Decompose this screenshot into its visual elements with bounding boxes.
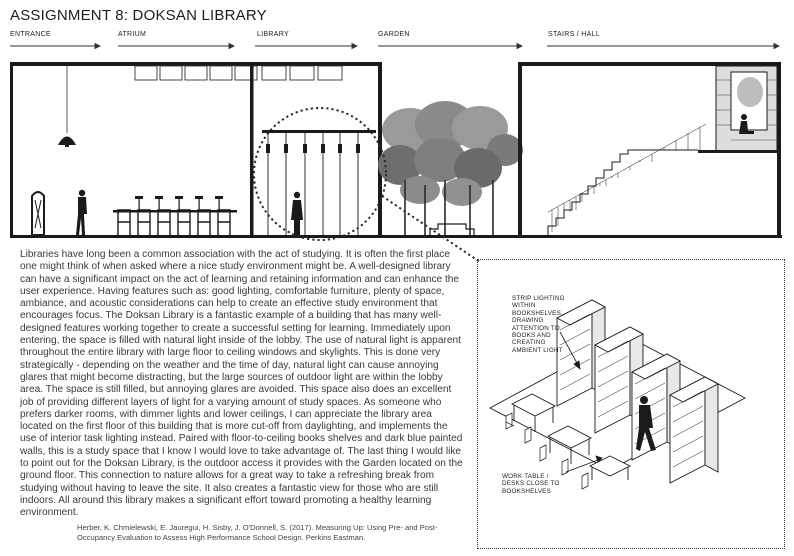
person-standing-icon [291, 192, 303, 235]
zone-arrows [10, 44, 779, 49]
zone-label-stairs-hall: STAIRS / HALL [548, 31, 601, 38]
skylights [135, 66, 342, 80]
citation: Herber, K. Chmielewski, E. Jauregui, H. Sisby, J. O'Donnell, S. (2017). Measuring Up: Using Pre- and Post- Occupancy Evaluation to Assess High Performance School Design. Perkins Eastman. [77, 523, 438, 542]
callout-circle [254, 108, 386, 240]
zone-label-atrium: ATRIUM [118, 31, 147, 38]
stair-railing [548, 124, 706, 232]
pendant-lamp-icon [58, 66, 76, 147]
zone-label-entrance: ENTRANCE [10, 31, 51, 38]
ground-line [10, 235, 782, 238]
building-left [10, 62, 382, 237]
essay-body-text: Libraries have long been a common association with the act of studying. It is often the first place one might think of when asked where a nice study environment might be. A well-designed library can have a significant impact on the act of learning and retaining information and can enhance the user experience. Having features such as: good lighting, comfortable furniture, plenty of space, ambiance, and acoustic considerations can help to create an effective study environment that encourages focus. The Doksan Library is a fantastic example of a building that has many well-designed features working together to create a successful setting for learning. Immediately upon entering, the space is filled with natural light inside of the lobby. The use of natural light is apparent throughout the entire library with large floor to ceiling windows and skylights. This is done very strategically - depending on the weather and the time of day, natural light can cause annoying glares that might become distracting, but the large sources of outdoor light are within the lobby area. The space is still filled, but annoying glares are avoided. This space also does an excellent job of providing different layers of light for a varying amount of study spaces. As someone who prefers darker rooms, with dimmer lights and lower ceilings, I can appreciate the library area located on the first floor of this building that is more cut-off from daylighting, and implements the use of interior task lighting instead. Paired with floor-to-ceiling books shelves and dark blue painted walls, this is a study space that I know I would love to take advantage of. The last thing I would like to point out for the Doksan Library, is the outdoor access it provides with the Garden located on the ground floor. This connection to nature allows for a great way to take a refreshing break from studying without having to leave the site. It also creates a fantastic view for those who are still indoors. All around this library makes a significant effort toward promoting a healthy learning environment. [20, 249, 463, 519]
page-title: ASSIGNMENT 8: DOKSAN LIBRARY [10, 7, 267, 24]
entrance-sign-icon [32, 192, 44, 235]
person-walking-icon [76, 190, 87, 235]
zone-label-garden: GARDEN [378, 31, 410, 38]
work-table-note: WORK TABLE / DESKS CLOSE TO BOOKSHELVES [502, 473, 560, 495]
building-right [518, 62, 781, 237]
zone-label-library: LIBRARY [257, 31, 289, 38]
strip-lighting-note: STRIP LIGHTING WITHIN BOOKSHELVES, DRAWING ATTENTION TO BOOKS AND CREATING AMBIENT LIGHT [512, 295, 565, 354]
library-shelving [262, 130, 376, 235]
reading-table-icon [113, 196, 237, 235]
garden-trees [378, 101, 523, 235]
